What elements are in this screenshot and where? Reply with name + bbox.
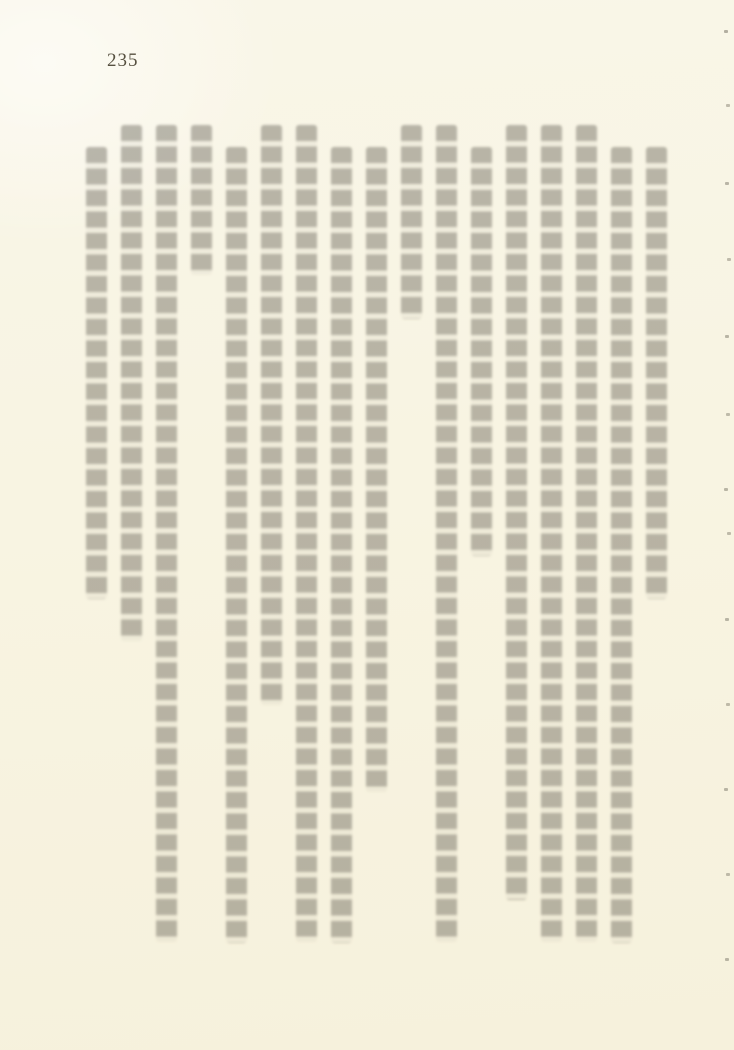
redacted-text-column — [86, 147, 107, 599]
redacted-text-column — [646, 147, 667, 599]
vertical-text-block — [70, 125, 667, 945]
redacted-text-column — [541, 125, 562, 942]
redacted-text-column — [226, 147, 247, 943]
redacted-text-column — [156, 125, 177, 942]
redacted-text-column — [471, 147, 492, 556]
redacted-text-column — [191, 125, 212, 275]
redacted-text-column — [296, 125, 317, 942]
page-number: 235 — [107, 50, 139, 71]
redacted-text-column — [506, 125, 527, 900]
redacted-text-column — [121, 125, 142, 641]
redacted-text-column — [366, 147, 387, 792]
redacted-text-column — [611, 147, 632, 943]
redacted-text-column — [576, 125, 597, 942]
redacted-text-column — [401, 125, 422, 319]
redacted-text-column — [331, 147, 352, 943]
redacted-text-column — [436, 125, 457, 942]
redacted-text-column — [261, 125, 282, 705]
scan-binding-marks — [724, 30, 728, 33]
